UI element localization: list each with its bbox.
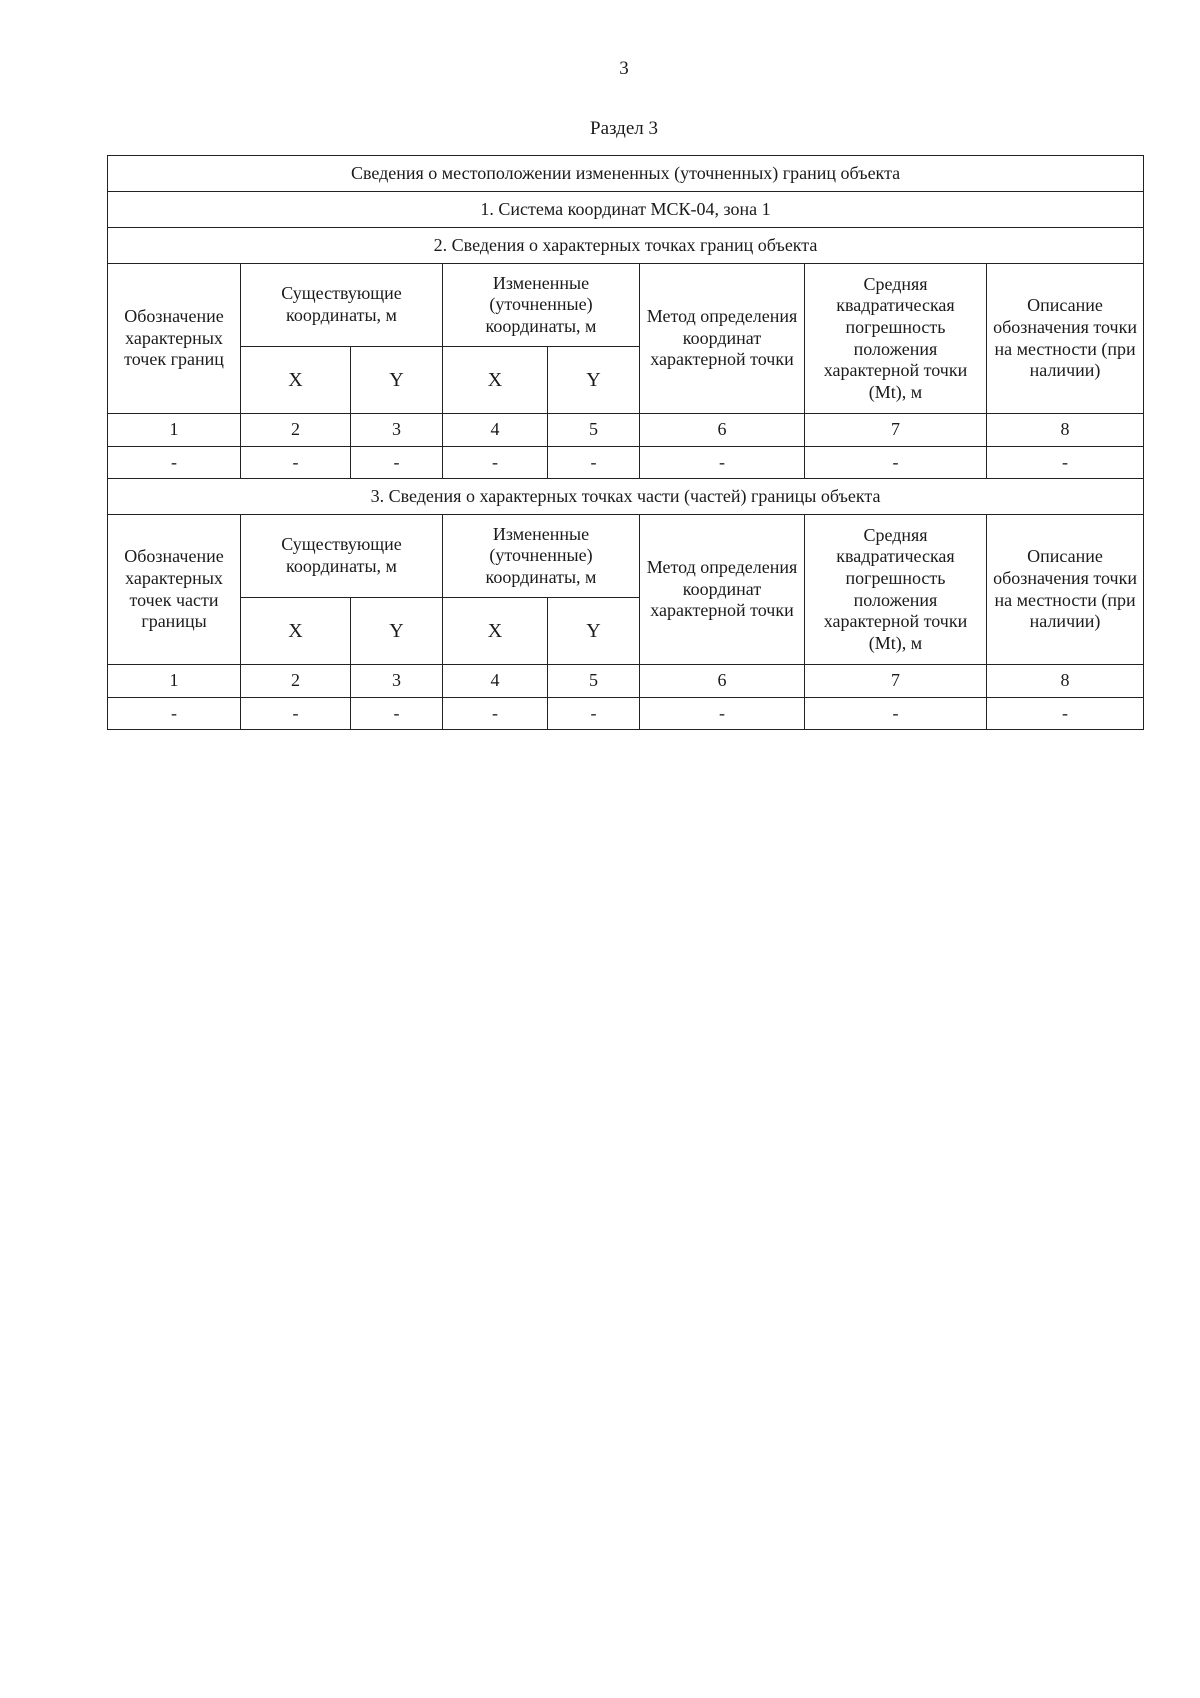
header-error: Средняя квадратическая погрешность положения характерной точки (Mt), м — [805, 515, 987, 665]
column-number: 6 — [640, 665, 805, 698]
column-number-row — [108, 414, 1144, 447]
column-number: 8 — [987, 665, 1144, 698]
header-description: Описание обозначения точки на местности (при наличии) — [987, 515, 1144, 665]
table-cell: - — [548, 447, 640, 479]
column-number: 1 — [108, 665, 241, 698]
header-method: Метод определения координат характерной точки — [640, 515, 805, 665]
header-changed-coords: Измененные (уточненные) координаты, м — [443, 264, 640, 347]
subsection-1-title: 2. Сведения о характерных точках границ объекта — [108, 228, 1144, 264]
header-changed-y: Y — [548, 347, 640, 414]
column-number: 5 — [548, 665, 640, 698]
header-changed-x: X — [443, 347, 548, 414]
column-number: 4 — [443, 414, 548, 447]
table-cell: - — [108, 447, 241, 479]
table-row — [108, 447, 1144, 479]
column-number: 3 — [351, 414, 443, 447]
table-heading: Сведения о местоположении измененных (уточненных) границ объекта — [108, 156, 1144, 192]
header-existing-coords: Существующие координаты, м — [241, 264, 443, 347]
table-cell: - — [443, 698, 548, 730]
column-number-row — [108, 665, 1144, 698]
column-number: 7 — [805, 665, 987, 698]
column-number: 6 — [640, 414, 805, 447]
header-existing-coords: Существующие координаты, м — [241, 515, 443, 598]
table-cell: - — [241, 447, 351, 479]
column-number: 4 — [443, 665, 548, 698]
table-cell: - — [548, 698, 640, 730]
table-cell: - — [443, 447, 548, 479]
header-changed-y: Y — [548, 598, 640, 665]
table-cell: - — [351, 447, 443, 479]
column-number: 2 — [241, 665, 351, 698]
table-cell: - — [640, 447, 805, 479]
column-number: 7 — [805, 414, 987, 447]
column-number: 8 — [987, 414, 1144, 447]
table-cell: - — [640, 698, 805, 730]
header-existing-x: X — [241, 347, 351, 414]
column-number: 5 — [548, 414, 640, 447]
column-number: 1 — [108, 414, 241, 447]
table-cell: - — [987, 447, 1144, 479]
table-cell: - — [805, 698, 987, 730]
table-cell: - — [805, 447, 987, 479]
section-title: Раздел 3 — [590, 118, 658, 139]
header-changed-x: X — [443, 598, 548, 665]
coord-system: 1. Система координат МСК-04, зона 1 — [108, 192, 1144, 228]
column-number: 3 — [351, 665, 443, 698]
table-cell: - — [241, 698, 351, 730]
header-error: Средняя квадратическая погрешность положения характерной точки (Mt), м — [805, 264, 987, 414]
header-description: Описание обозначения точки на местности (при наличии) — [987, 264, 1144, 414]
table-cell: - — [987, 698, 1144, 730]
table-cell: - — [108, 698, 241, 730]
header-method: Метод определения координат характерной точки — [640, 264, 805, 414]
header-designation: Обозначение характерных точек части границы — [108, 515, 241, 665]
column-number: 2 — [241, 414, 351, 447]
table-row — [108, 698, 1144, 730]
header-existing-x: X — [241, 598, 351, 665]
subsection-2-title: 3. Сведения о характерных точках части (частей) границы объекта — [108, 479, 1144, 515]
boundary-points-table — [107, 155, 1144, 730]
table-cell: - — [351, 698, 443, 730]
header-existing-y: Y — [351, 347, 443, 414]
header-existing-y: Y — [351, 598, 443, 665]
header-changed-coords: Измененные (уточненные) координаты, м — [443, 515, 640, 598]
header-designation: Обозначение характерных точек границ — [108, 264, 241, 414]
page-number: 3 — [619, 58, 629, 79]
